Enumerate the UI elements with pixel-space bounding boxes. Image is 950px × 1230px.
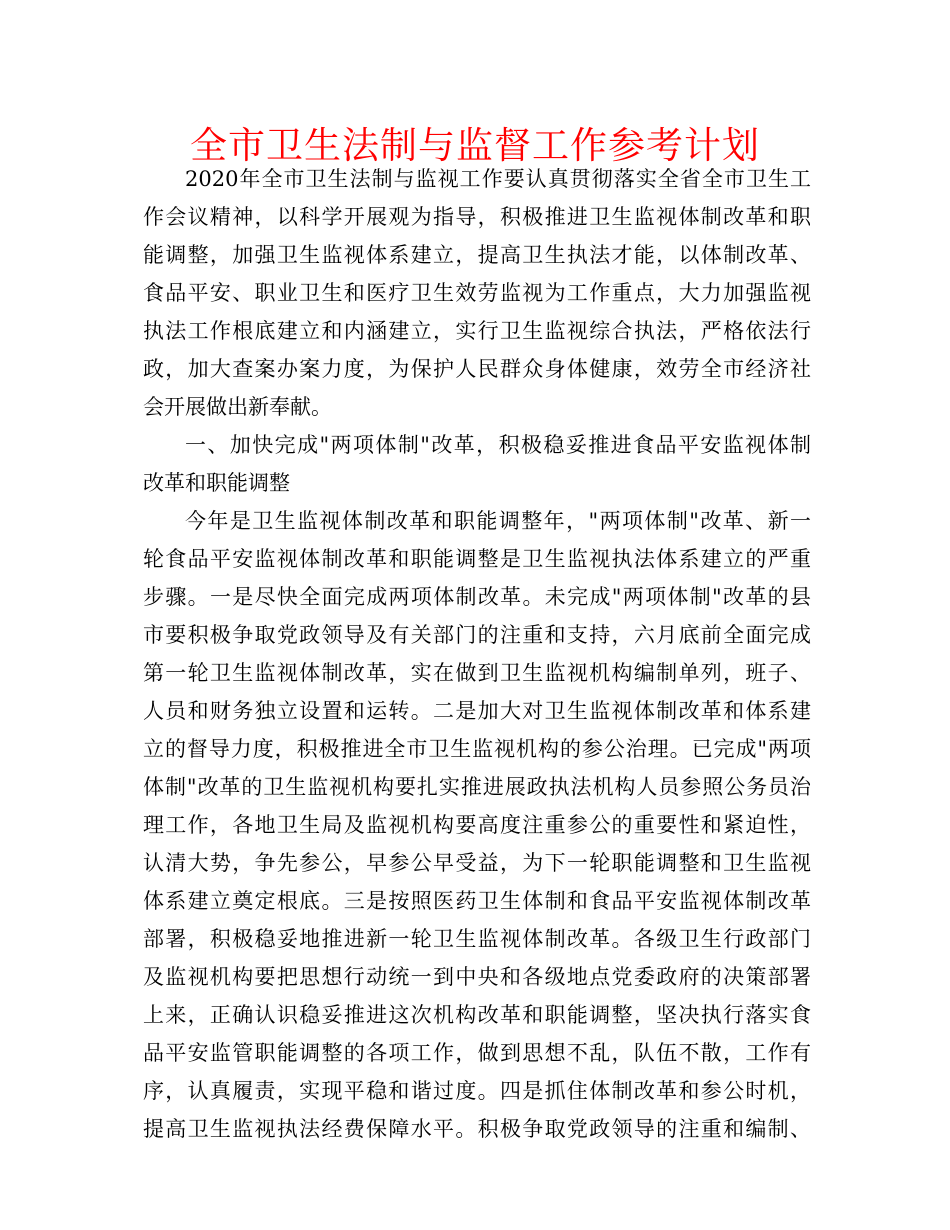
document-title: 全市卫生法制与监督工作参考计划: [190, 124, 760, 167]
body-text-line: 理工作，各地卫生局及监视机构要高度注重参公的重要性和紧迫性，: [143, 813, 811, 837]
body-text-line: 序，认真履责，实现平稳和谐过度。四是抓住体制改革和参公时机，: [143, 1079, 811, 1103]
body-text-line: 执法工作根底建立和内涵建立，实行卫生监视综合执法，严格依法行: [143, 319, 811, 343]
body-text-line: 及监视机构要把思想行动统一到中央和各级地点党委政府的决策部署: [143, 965, 811, 989]
body-text-line: 一、加快完成"两项体制"改革，积极稳妥推进食品平安监视体制: [185, 433, 811, 457]
body-text-line: 改革和职能调整: [143, 471, 290, 495]
body-text-line: 政，加大查案办案力度，为保护人民群众身体健康，效劳全市经济社: [143, 357, 811, 381]
body-text-line: 今年是卫生监视体制改革和职能调整年，"两项体制"改革、新一: [185, 509, 811, 533]
body-text-line: 市要积极争取党政领导及有关部门的注重和支持，六月底前全面完成: [143, 623, 811, 647]
body-text-line: 部署，积极稳妥地推进新一轮卫生监视体制改革。各级卫生行政部门: [143, 927, 811, 951]
body-text-line: 品平安监管职能调整的各项工作，做到思想不乱，队伍不散，工作有: [143, 1041, 811, 1065]
body-text-line: 立的督导力度，积极推进全市卫生监视机构的参公治理。已完成"两项: [143, 737, 811, 761]
body-text-line: 认清大势，争先参公，早参公早受益，为下一轮职能调整和卫生监视: [143, 851, 811, 875]
body-text-line: 能调整，加强卫生监视体系建立，提高卫生执法才能，以体制改革、: [143, 243, 811, 267]
document-body: [143, 160, 811, 1148]
body-text-line: 食品平安、职业卫生和医疗卫生效劳监视为工作重点，大力加强监视: [143, 281, 811, 305]
body-text-line: 人员和财务独立设置和运转。二是加大对卫生监视体制改革和体系建: [143, 699, 811, 723]
body-text-line: 上来，正确认识稳妥推进这次机构改革和职能调整，坚决执行落实食: [143, 1003, 811, 1027]
body-text-line: 步骤。一是尽快全面完成两项体制改革。未完成"两项体制"改革的县: [143, 585, 811, 609]
body-text-line: 轮食品平安监视体制改革和职能调整是卫生监视执法体系建立的严重: [143, 547, 811, 571]
body-text-line: 作会议精神，以科学开展观为指导，积极推进卫生监视体制改革和职: [143, 205, 811, 229]
body-text-line: 体制"改革的卫生监视机构要扎实推进展政执法机构人员参照公务员治: [143, 775, 811, 799]
body-text-line: 2020年全市卫生法制与监视工作要认真贯彻落实全省全市卫生工: [185, 167, 811, 191]
body-text-line: 会开展做出新奉献。: [143, 395, 332, 419]
body-text-line: 第一轮卫生监视体制改革，实在做到卫生监视机构编制单列，班子、: [143, 661, 811, 685]
body-text-line: 体系建立奠定根底。三是按照医药卫生体制和食品平安监视体制改革: [143, 889, 811, 913]
body-text-line: 提高卫生监视执法经费保障水平。积极争取党政领导的注重和编制、: [143, 1117, 811, 1141]
